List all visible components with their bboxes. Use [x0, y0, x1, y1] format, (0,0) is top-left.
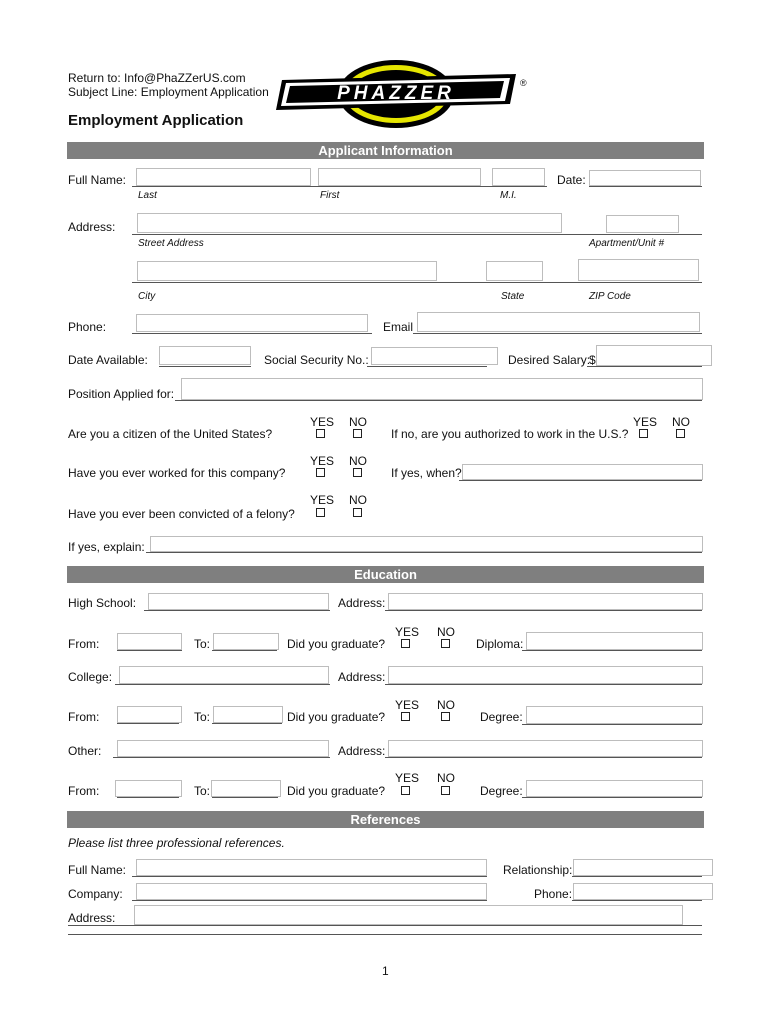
ref-phone-field[interactable] — [573, 883, 713, 900]
ref-address-label: Address: — [68, 911, 116, 925]
other-to-field[interactable] — [211, 780, 281, 797]
no-header-1: NO — [349, 415, 367, 429]
last-caption: Last — [138, 190, 157, 201]
zip-caption: ZIP Code — [589, 291, 631, 302]
position-field[interactable] — [181, 378, 703, 400]
hs-from-field[interactable] — [117, 633, 182, 650]
no-header-5: NO — [437, 625, 455, 639]
ssn-field[interactable] — [371, 347, 498, 365]
city-line-underline — [132, 282, 702, 283]
college-degree-label: Degree: — [480, 710, 523, 724]
felony-yes-checkbox[interactable] — [316, 508, 325, 517]
ref-full-name-field[interactable] — [136, 859, 487, 876]
ref-full-name-underline — [132, 876, 487, 877]
return-to-email: Return to: Info@PhaZZerUS.com — [68, 71, 246, 85]
apartment-field[interactable] — [606, 215, 679, 233]
hs-to-label: To: — [194, 637, 211, 651]
worked-question: Have you ever worked for this company? — [68, 466, 286, 480]
no-header-7: NO — [437, 771, 455, 785]
first-name-field[interactable] — [318, 168, 481, 186]
college-from-field[interactable] — [117, 706, 182, 723]
no-header-3: NO — [349, 454, 367, 468]
citizen-no-checkbox[interactable] — [353, 429, 362, 438]
if-yes-when-label: If yes, when? — [391, 466, 462, 480]
mi-caption: M.I. — [500, 190, 517, 201]
desired-salary-field[interactable] — [596, 345, 712, 366]
relationship-label: Relationship: — [503, 863, 573, 877]
ref-company-field[interactable] — [136, 883, 487, 900]
diploma-underline — [522, 650, 702, 651]
high-school-address-field[interactable] — [388, 593, 703, 610]
state-caption: State — [501, 291, 525, 302]
relationship-underline — [572, 876, 702, 877]
college-to-underline — [212, 723, 282, 724]
high-school-address-label: Address: — [338, 596, 386, 610]
yes-header-5: YES — [395, 625, 420, 639]
middle-initial-field[interactable] — [492, 168, 545, 186]
hs-from-label: From: — [68, 637, 100, 651]
date-available-label: Date Available: — [68, 353, 148, 367]
ssn-label: Social Security No.: — [264, 353, 369, 367]
college-underline — [115, 684, 330, 685]
email-field[interactable] — [417, 312, 700, 332]
full-name-label: Full Name: — [68, 173, 127, 187]
if-yes-when-underline — [459, 480, 702, 481]
yes-header-3: YES — [310, 454, 335, 468]
section-header-references: References — [67, 811, 704, 828]
last-name-field[interactable] — [136, 168, 311, 186]
college-to-label: To: — [194, 710, 211, 724]
street-address-field[interactable] — [137, 213, 562, 233]
subject-line: Subject Line: Employment Application — [68, 85, 269, 99]
relationship-field[interactable] — [573, 859, 713, 876]
worked-no-checkbox[interactable] — [353, 468, 362, 477]
felony-no-checkbox[interactable] — [353, 508, 362, 517]
other-degree-label: Degree: — [480, 784, 523, 798]
if-yes-when-field[interactable] — [462, 464, 703, 480]
position-underline — [175, 400, 702, 401]
felony-question: Have you ever been convicted of a felony? — [68, 507, 295, 521]
high-school-underline — [144, 610, 330, 611]
other-graduate-question: Did you graduate? — [287, 784, 386, 798]
other-to-label: To: — [194, 784, 211, 798]
authorized-no-checkbox[interactable] — [676, 429, 685, 438]
high-school-label: High School: — [68, 596, 137, 610]
college-degree-underline — [522, 724, 702, 725]
college-label: College: — [68, 670, 113, 684]
section-header-applicant: Applicant Information — [67, 142, 704, 159]
college-address-underline — [385, 684, 702, 685]
diploma-field[interactable] — [526, 632, 703, 650]
hs-from-underline — [117, 650, 182, 651]
college-graduate-question: Did you graduate? — [287, 710, 386, 724]
hs-graduate-no-checkbox[interactable] — [441, 639, 450, 648]
yes-header-4: YES — [310, 493, 335, 507]
if-yes-explain-label: If yes, explain: — [68, 540, 145, 554]
hs-to-underline — [212, 650, 277, 651]
authorized-question: If no, are you authorized to work in the U.S.? — [391, 427, 629, 441]
hs-graduate-yes-checkbox[interactable] — [401, 639, 410, 648]
other-address-underline — [385, 757, 702, 758]
ref-full-name-label: Full Name: — [68, 863, 127, 877]
worked-yes-checkbox[interactable] — [316, 468, 325, 477]
full-name-underline — [132, 186, 547, 187]
ref-phone-label: Phone: — [534, 887, 573, 901]
no-header-4: NO — [349, 493, 367, 507]
date-label: Date: — [557, 173, 586, 187]
date-available-field[interactable] — [159, 346, 251, 365]
city-caption: City — [138, 291, 156, 302]
other-to-underline — [212, 797, 278, 798]
other-graduate-no-checkbox[interactable] — [441, 786, 450, 795]
if-yes-explain-underline — [146, 552, 702, 553]
college-from-label: From: — [68, 710, 100, 724]
phazzer-logo — [276, 58, 522, 130]
college-address-field[interactable] — [388, 666, 703, 684]
other-address-label: Address: — [338, 744, 386, 758]
street-address-caption: Street Address — [138, 238, 204, 249]
yes-header-7: YES — [395, 771, 420, 785]
address-underline — [132, 234, 702, 235]
date-available-underline — [159, 366, 251, 367]
yes-header-6: YES — [395, 698, 420, 712]
college-to-field[interactable] — [213, 706, 283, 723]
college-address-label: Address: — [338, 670, 386, 684]
hs-to-field[interactable] — [213, 633, 279, 650]
ref-phone-underline — [572, 900, 702, 901]
state-field[interactable] — [486, 261, 543, 281]
other-label: Other: — [68, 744, 102, 758]
desired-salary-underline — [587, 366, 702, 367]
page-number: 1 — [382, 964, 389, 978]
other-from-field[interactable] — [115, 780, 182, 797]
no-header-6: NO — [437, 698, 455, 712]
email-underline — [413, 333, 702, 334]
other-from-label: From: — [68, 784, 100, 798]
citizen-question: Are you a citizen of the United States? — [68, 427, 273, 441]
no-header-2: NO — [672, 415, 690, 429]
phone-label: Phone: — [68, 320, 107, 334]
ref-address-underline — [68, 925, 702, 926]
other-from-underline — [117, 797, 179, 798]
date-underline — [589, 186, 702, 187]
email-label: Email — [383, 320, 414, 334]
hs-graduate-question: Did you graduate? — [287, 637, 386, 651]
college-field[interactable] — [119, 666, 329, 684]
city-field[interactable] — [137, 261, 437, 281]
diploma-label: Diploma: — [476, 637, 524, 651]
ref-address-field[interactable] — [134, 905, 683, 925]
other-degree-field[interactable] — [526, 780, 703, 797]
date-field[interactable] — [589, 170, 701, 186]
position-label: Position Applied for: — [68, 387, 175, 401]
other-address-field[interactable] — [388, 740, 703, 757]
references-instructions: Please list three professional references. — [68, 836, 285, 850]
yes-header-2: YES — [633, 415, 658, 429]
desired-salary-label: Desired Salary: — [508, 353, 591, 367]
first-caption: First — [320, 190, 340, 201]
college-from-underline — [117, 723, 179, 724]
address-label: Address: — [68, 220, 116, 234]
ref-company-label: Company: — [68, 887, 123, 901]
high-school-address-underline — [385, 610, 702, 611]
registered-mark: ® — [520, 78, 527, 88]
college-degree-field[interactable] — [526, 706, 703, 724]
ssn-underline — [367, 366, 487, 367]
if-yes-explain-field[interactable] — [150, 536, 703, 552]
phone-underline — [132, 333, 372, 334]
zip-field[interactable] — [578, 259, 699, 281]
phone-field[interactable] — [136, 314, 368, 332]
citizen-yes-checkbox[interactable] — [316, 429, 325, 438]
authorized-yes-checkbox[interactable] — [639, 429, 648, 438]
logo-wordmark: PHAZZER — [337, 83, 455, 104]
ref-company-underline — [132, 900, 487, 901]
other-school-underline — [113, 757, 330, 758]
yes-header-1: YES — [310, 415, 335, 429]
apartment-caption: Apartment/Unit # — [589, 238, 665, 249]
college-graduate-yes-checkbox[interactable] — [401, 712, 410, 721]
ref-address-divider — [68, 934, 702, 935]
other-graduate-yes-checkbox[interactable] — [401, 786, 410, 795]
page-title: Employment Application — [68, 112, 244, 129]
other-degree-underline — [522, 797, 702, 798]
college-graduate-no-checkbox[interactable] — [441, 712, 450, 721]
high-school-field[interactable] — [148, 593, 329, 610]
dollar-sign: $ — [589, 353, 596, 367]
section-header-education: Education — [67, 566, 704, 583]
other-school-field[interactable] — [117, 740, 329, 757]
